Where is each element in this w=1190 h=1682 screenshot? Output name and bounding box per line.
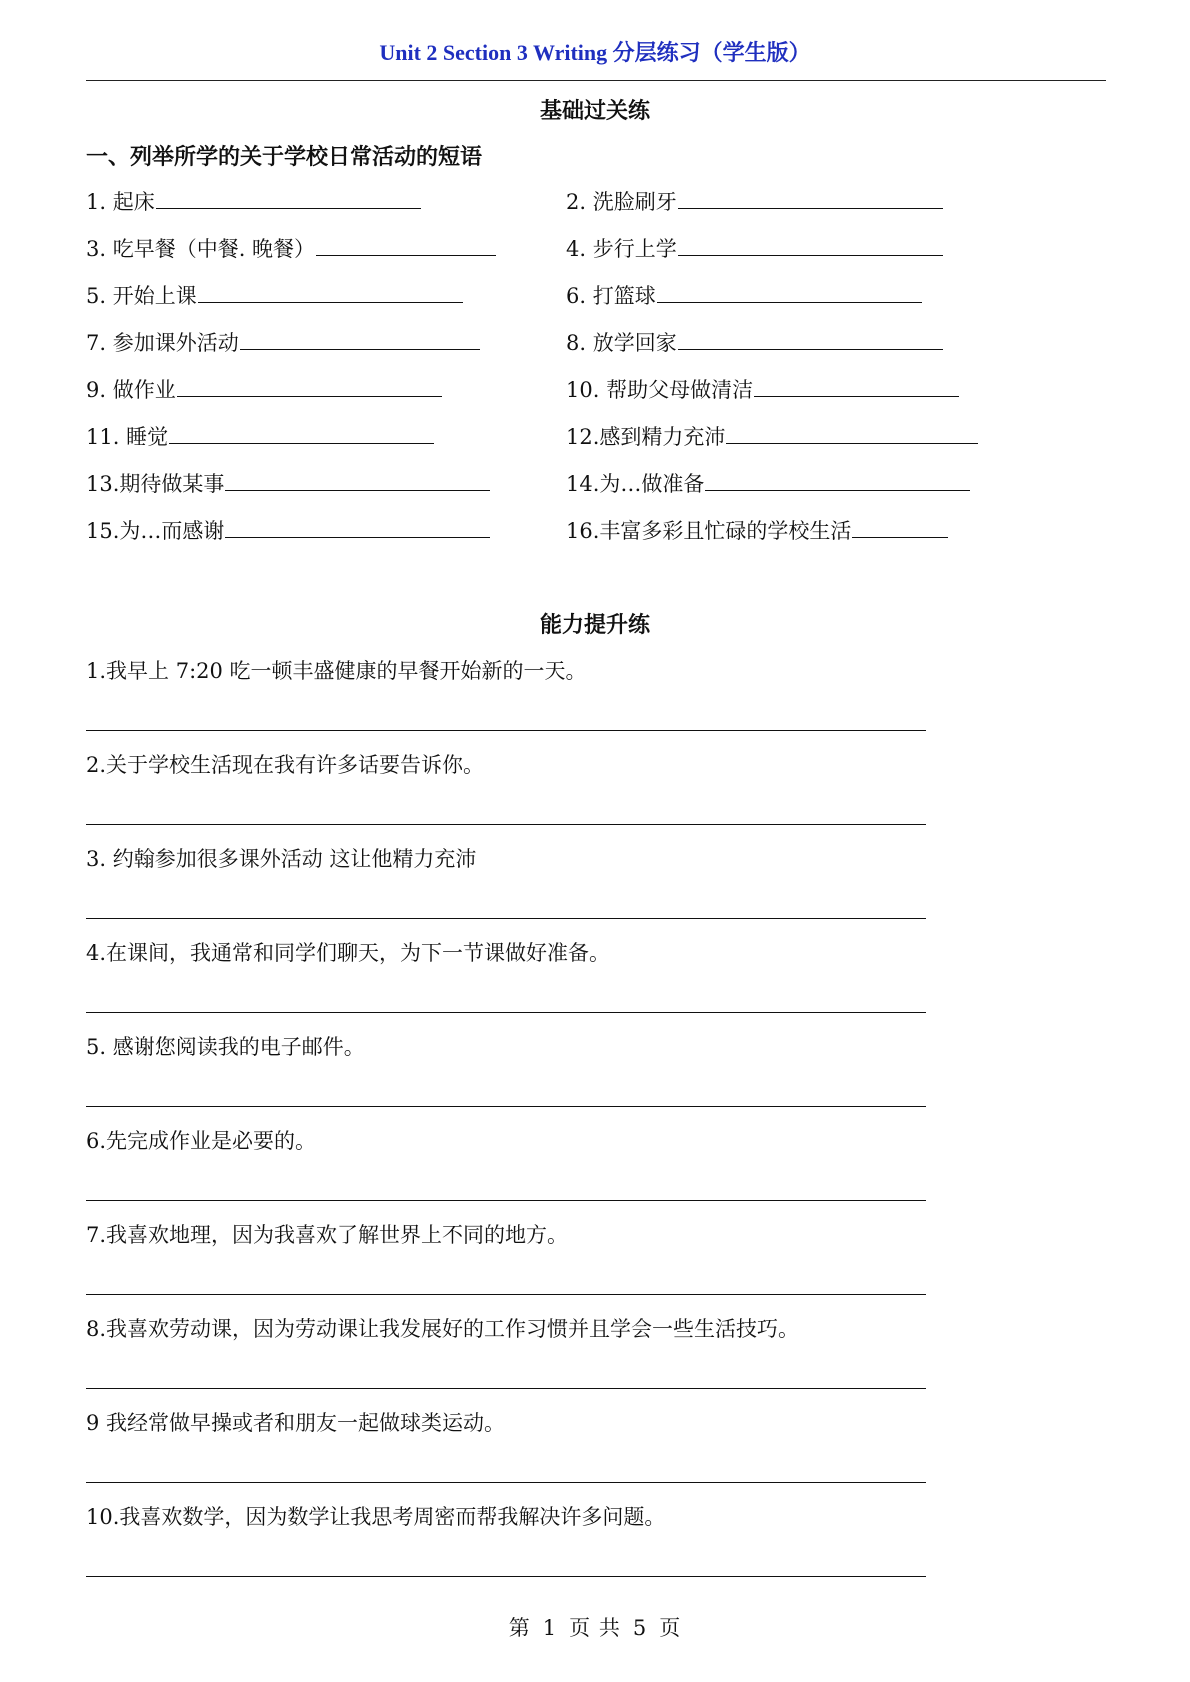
document-title: Unit 2 Section 3 Writing 分层练习（学生版）: [379, 40, 811, 65]
phrase-item: 13.期待做某事: [86, 468, 490, 498]
answer-line[interactable]: [86, 730, 926, 731]
answer-blank[interactable]: [678, 327, 943, 350]
header-divider: [86, 80, 1106, 81]
phrase-item: 14.为…做准备: [566, 468, 970, 498]
translation-prompt: 8.我喜欢劳动课，因为劳动课让我发展好的工作习惯并且学会一些生活技巧。: [86, 1317, 800, 1341]
answer-line[interactable]: [86, 824, 926, 825]
translation-prompt: 7.我喜欢地理，因为我喜欢了解世界上不同的地方。: [86, 1223, 569, 1247]
phrase-item: 12.感到精力充沛: [566, 421, 978, 451]
answer-blank[interactable]: [678, 186, 943, 209]
answer-line[interactable]: [86, 1200, 926, 1201]
phrase-item: 1. 起床: [86, 186, 421, 216]
translation-prompt: 4.在课间，我通常和同学们聊天，为下一节课做好准备。: [86, 941, 611, 965]
total-page-count: 5: [632, 1616, 648, 1640]
phrase-item: 3. 吃早餐（中餐. 晚餐）: [86, 233, 496, 263]
phrase-item: 7. 参加课外活动: [86, 327, 480, 357]
answer-line[interactable]: [86, 1576, 926, 1577]
answer-blank[interactable]: [316, 233, 496, 256]
phrase-item: 9. 做作业: [86, 374, 442, 404]
answer-blank[interactable]: [852, 515, 948, 538]
translation-prompt: 10.我喜欢数学，因为数学让我思考周密而帮我解决许多问题。: [86, 1505, 666, 1529]
phrase-item: 10. 帮助父母做清洁: [566, 374, 959, 404]
phrase-item: 8. 放学回家: [566, 327, 943, 357]
answer-blank[interactable]: [754, 374, 959, 397]
phrase-item: 5. 开始上课: [86, 280, 463, 310]
part-heading-phrases: 一、列举所学的关于学校日常活动的短语: [86, 144, 483, 170]
answer-blank[interactable]: [657, 280, 922, 303]
translation-prompt: 1.我早上 7:20 吃一顿丰盛健康的早餐开始新的一天。: [86, 659, 587, 683]
phrase-item: 2. 洗脸刷牙: [566, 186, 943, 216]
answer-line[interactable]: [86, 918, 926, 919]
page-number-footer: 第 1 页 共 5 页: [508, 1616, 682, 1640]
translation-prompt: 5. 感谢您阅读我的电子邮件。: [86, 1035, 365, 1059]
answer-blank[interactable]: [705, 468, 970, 491]
translation-prompt: 9 我经常做早操或者和朋友一起做球类运动。: [86, 1411, 506, 1435]
phrase-item: 6. 打篮球: [566, 280, 922, 310]
answer-blank[interactable]: [177, 374, 442, 397]
section-heading-basic: 基础过关练: [539, 98, 650, 124]
translation-prompt: 6.先完成作业是必要的。: [86, 1129, 317, 1153]
translation-prompt: 2.关于学校生活现在我有许多话要告诉你。: [86, 753, 485, 777]
answer-blank[interactable]: [678, 233, 943, 256]
answer-blank[interactable]: [240, 327, 480, 350]
section-heading-advanced: 能力提升练: [539, 612, 650, 638]
answer-line[interactable]: [86, 1388, 926, 1389]
phrase-item: 16.丰富多彩且忙碌的学校生活: [566, 515, 948, 545]
answer-line[interactable]: [86, 1294, 926, 1295]
answer-blank[interactable]: [169, 421, 434, 444]
phrase-item: 11. 睡觉: [86, 421, 434, 451]
current-page-number: 1: [542, 1616, 558, 1640]
answer-line[interactable]: [86, 1106, 926, 1107]
phrase-item: 15.为…而感谢: [86, 515, 490, 545]
translation-prompt: 3. 约翰参加很多课外活动 这让他精力充沛: [86, 847, 477, 871]
answer-line[interactable]: [86, 1482, 926, 1483]
answer-blank[interactable]: [225, 515, 490, 538]
answer-blank[interactable]: [156, 186, 421, 209]
answer-line[interactable]: [86, 1012, 926, 1013]
answer-blank[interactable]: [726, 421, 978, 444]
answer-blank[interactable]: [198, 280, 463, 303]
phrase-item: 4. 步行上学: [566, 233, 943, 263]
answer-blank[interactable]: [225, 468, 490, 491]
